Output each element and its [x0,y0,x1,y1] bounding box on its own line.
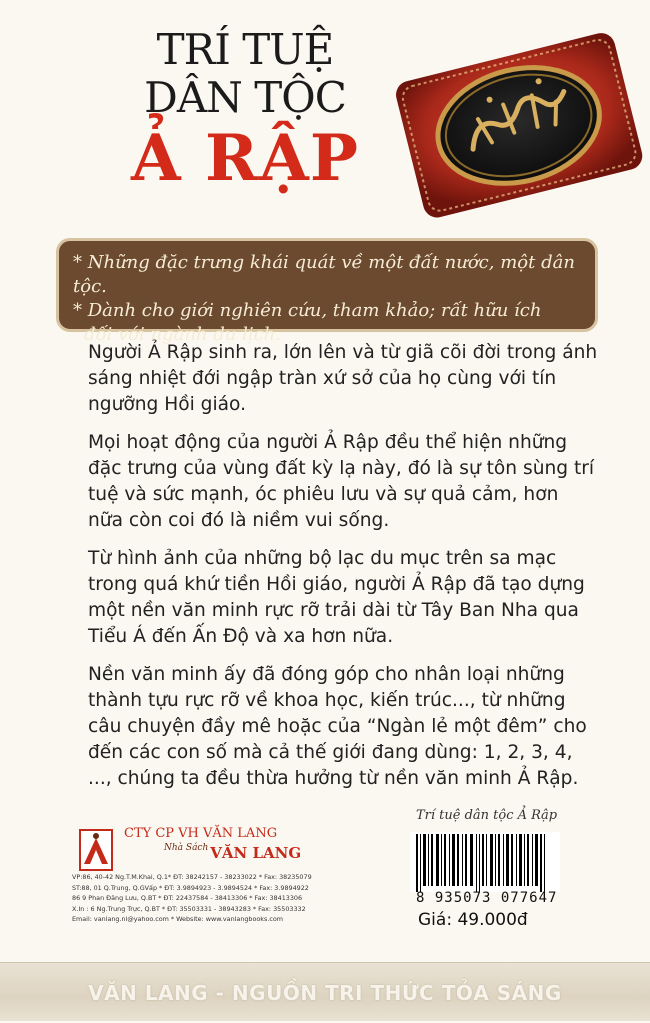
publisher-block [64,822,324,942]
paragraph: Từ hình ảnh của những bộ lạc du mục trên sa mạc trong quá khứ tiền Hồi giáo, người Ả Rập đã tạo dựng một nền văn minh rực rỡ trải dài từ Tây Ban Nha qua Tiểu Á đến Ấn Độ và xa hơn nữa. [88,548,585,647]
price-label: Giá: 49.000đ [418,910,528,930]
title-line-3: Ả RẬP [131,121,359,196]
publisher-company: CTY CP VH VĂN LANG [124,826,278,841]
paragraph: Mọi hoạt động của người Ả Rập đều thể hiện những đặc trưng của vùng đất kỳ lạ này, đó là sự tôn sùng trí tuệ và sức mạnh, óc phiêu lưu và sự quả cảm, hơn nữa còn coi đó là niềm vui sống. [88,432,595,531]
highlight-line: * Những đặc trưng khái quát về một đất nước, một dân tộc. [73,252,575,297]
publisher-logo-icon [76,828,116,874]
description-text [88,340,598,804]
highlight-box [56,238,598,345]
highlight-line: đối với ngành du lịch. [84,324,281,345]
footer-bar [0,962,650,1021]
quran-book-image [388,28,643,218]
barcode-image [410,832,560,892]
footer-slogan: VĂN LANG - NGUỒN TRI THỨC TỎA SÁNG [88,981,562,1005]
imprint-name: VĂN LANG [210,844,302,862]
address-line: VP:86, 40-42 Ng.T.M.Khai, Q.1* ĐT: 38242157 - 38233022 * Fax: 38235079 [72,873,312,881]
paragraph: Người Ả Rập sinh ra, lớn lên và từ giã cõi đời trong ánh sáng nhiệt đới ngập tràn xứ sở của họ cùng với tín ngưỡng Hồi giáo. [88,342,598,415]
publisher-imprint [164,844,301,862]
highlight-line: * Dành cho giới nghiên cứu, tham khảo; rất hữu ích [73,300,542,321]
title-line-1: TRÍ TUỆ [156,25,334,74]
imprint-small: Nhà Sách [164,843,209,853]
paragraph: Nền văn minh ấy đã đóng góp cho nhân loại những thành tựu rực rỡ về khoa học, kiến trúc..., từ những câu chuyện đầy mê hoặc của “Ngàn lẻ một đêm” cho đến các con số mà cả thế giới đang dùng: 1, 2, 3, 4, ..., chúng ta đều thừa hưởng từ nền văn minh Ả Rập. [88,664,587,789]
address-line: Email: vanlang.nl@yahoo.com * Website: www.vanlangbooks.com [72,915,284,923]
page-title [110,26,380,196]
address-line: ST:88, 01 Q.Trung, Q.GVấp * ĐT: 3.9894923 - 3.9894524 * Fax: 3.9894922 [72,883,309,892]
barcode-block [410,808,630,928]
barcode-number: 8 935073 077647 [416,890,558,906]
address-line: 86 9 Phan Đăng Lưu, Q.BT * ĐT: 22437584 - 38413306 * Fax: 38413306 [72,894,303,902]
barcode-title: Trí tuệ dân tộc Ả Rập [416,808,558,823]
title-line-2: DÂN TỘC [144,73,346,122]
address-line: X.In : 6 Ng.Trung Trực, Q.BT * ĐT: 35503331 - 38943283 * Fax: 35503332 [72,904,306,913]
publisher-address [72,872,332,925]
